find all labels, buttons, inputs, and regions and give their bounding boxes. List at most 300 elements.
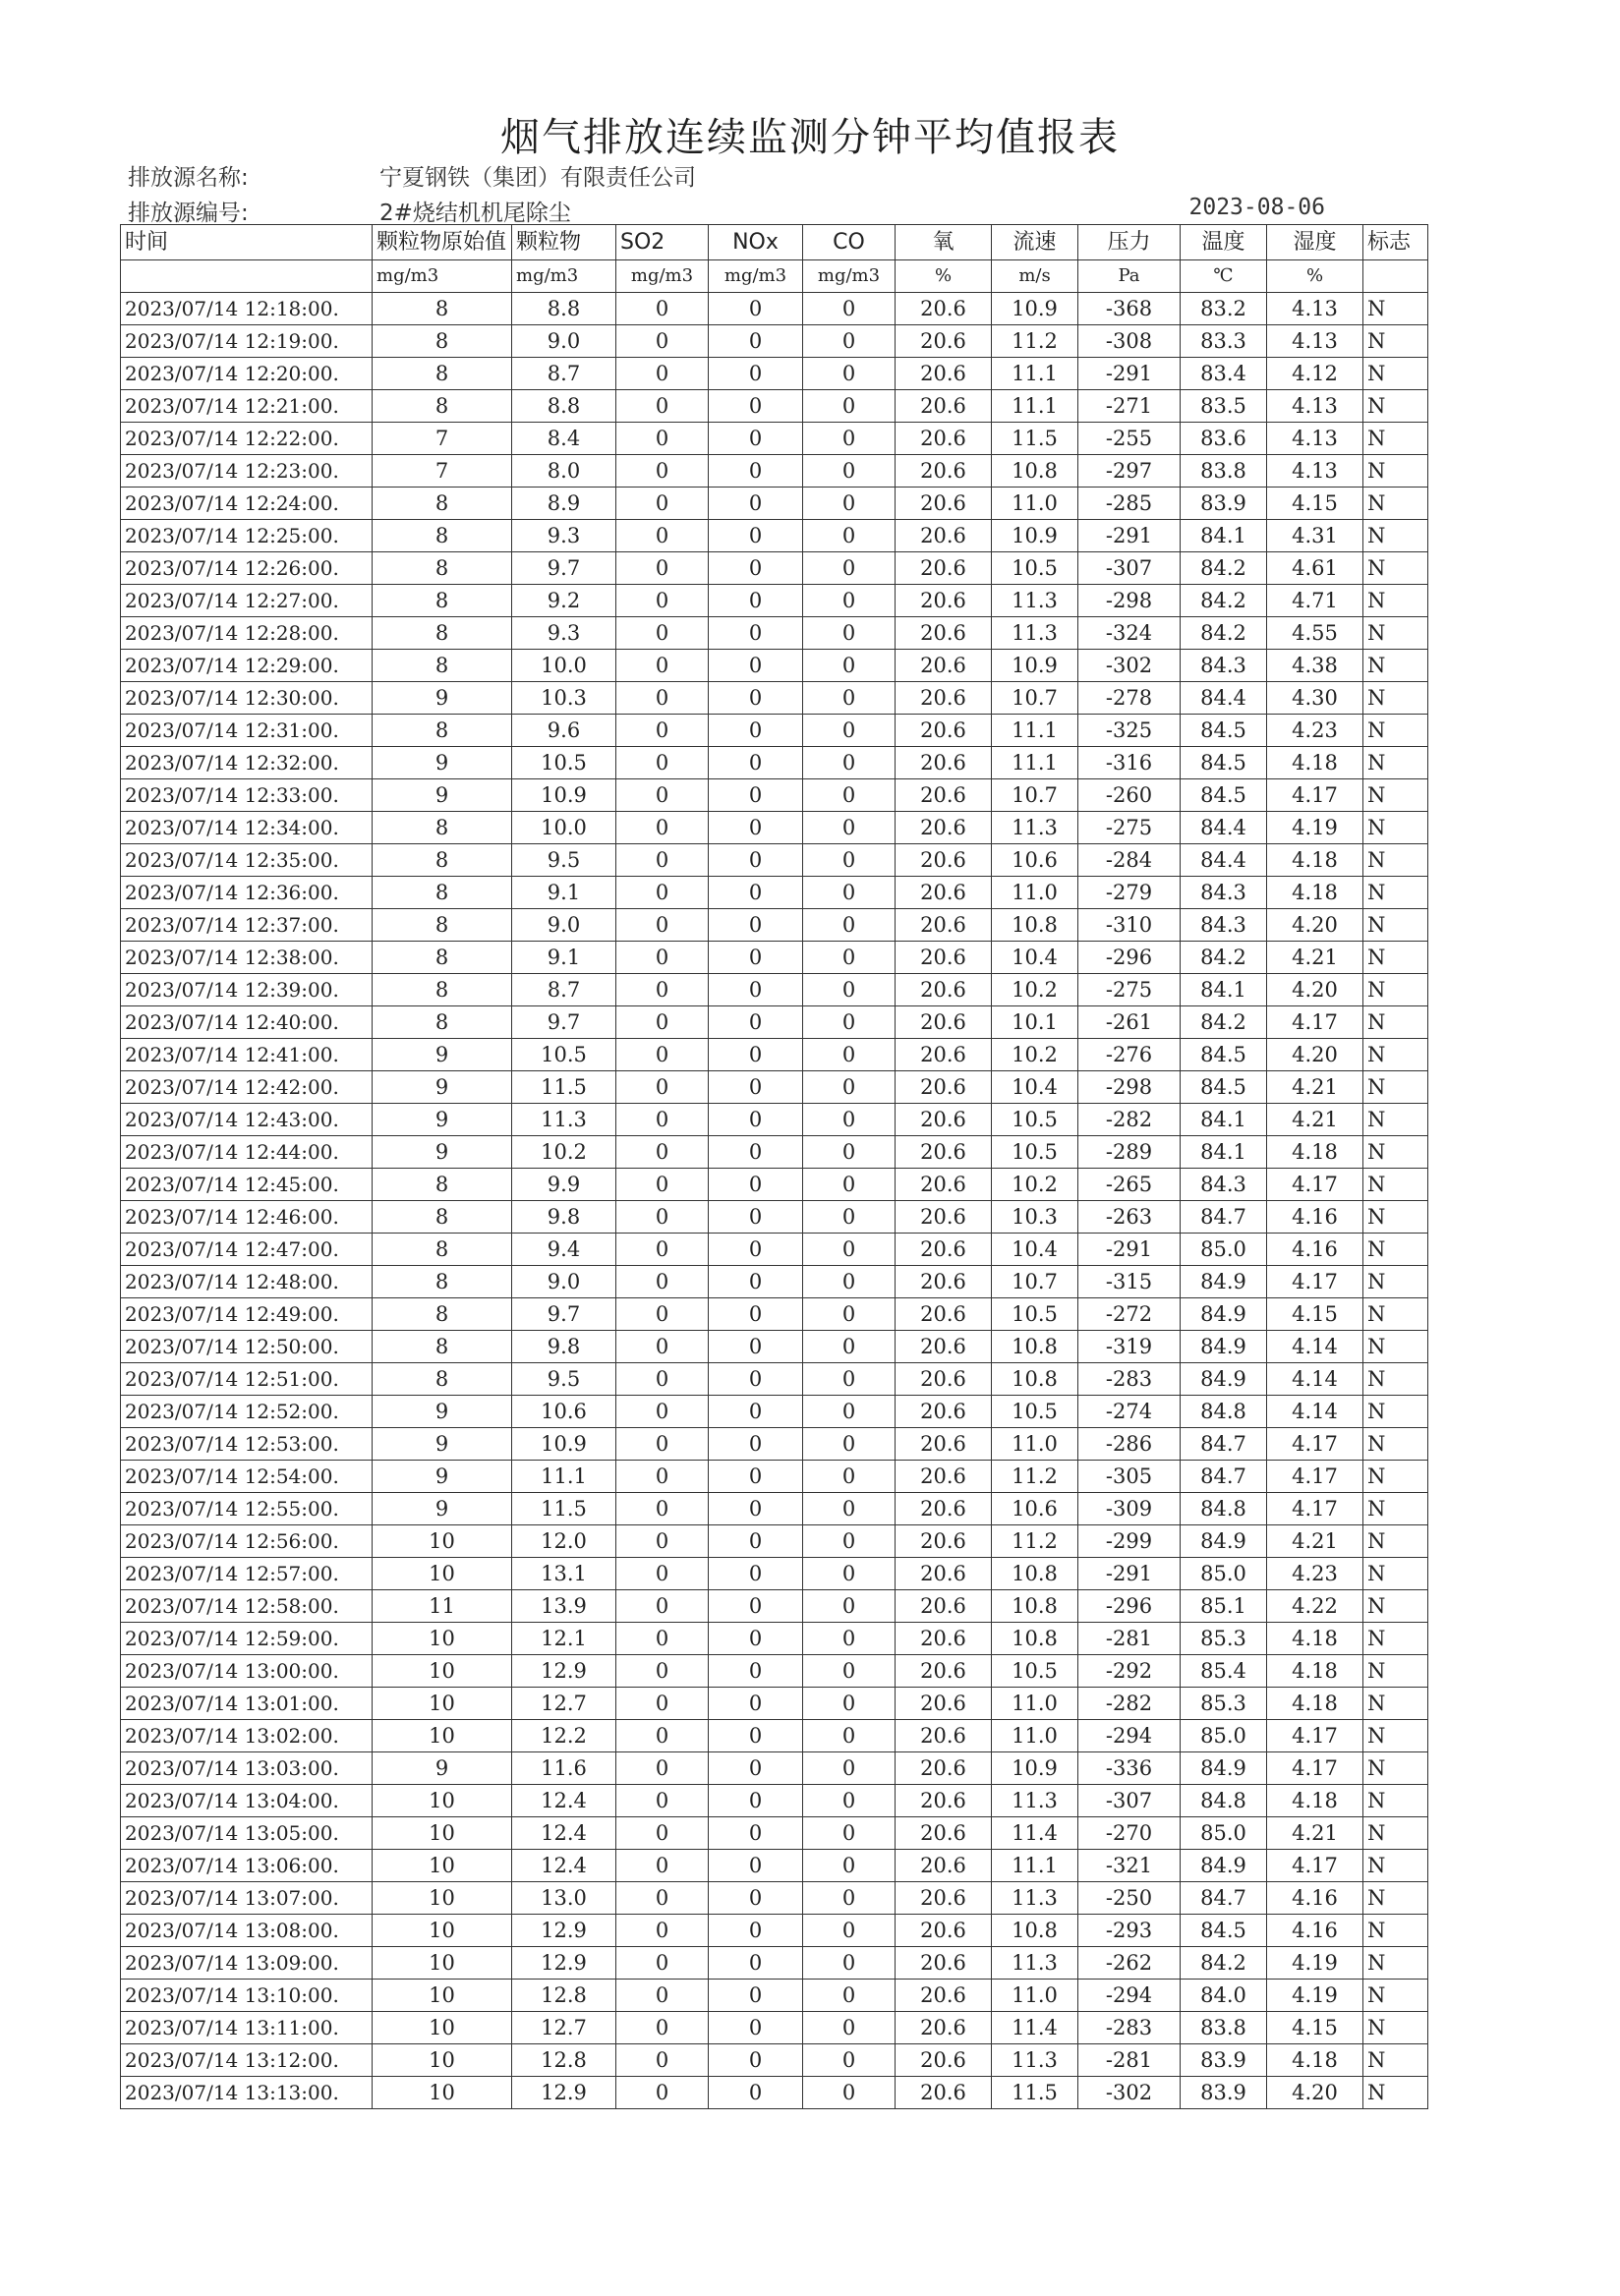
table-cell: 84.2 [1181,552,1267,585]
table-cell: 9.6 [512,715,616,747]
table-cell: 20.6 [896,1071,992,1104]
table-cell: 4.18 [1267,1688,1363,1720]
table-cell: -315 [1078,1266,1181,1298]
table-cell: 2023/07/14 12:40:00. [121,1006,373,1039]
table-cell: 20.6 [896,1850,992,1882]
table-cell: 20.6 [896,1590,992,1623]
table-cell: 0 [709,1947,803,1980]
table-cell: 0 [616,1980,709,2012]
table-cell: 20.6 [896,1169,992,1201]
table-cell: 20.6 [896,1947,992,1980]
column-unit: m/s [992,260,1078,293]
table-cell: 2023/07/14 12:42:00. [121,1071,373,1104]
table-cell: 0 [616,1071,709,1104]
table-cell: 2023/07/14 13:10:00. [121,1980,373,2012]
table-row [121,909,1428,942]
table-cell: 0 [709,2044,803,2077]
table-cell: 0 [709,1720,803,1752]
table-cell: -270 [1078,1817,1181,1850]
table-cell: 4.16 [1267,1915,1363,1947]
table-cell: 10.9 [992,520,1078,552]
table-cell: 84.5 [1181,779,1267,812]
table-cell: 83.9 [1181,2044,1267,2077]
table-cell: 2023/07/14 13:03:00. [121,1752,373,1785]
table-cell: 2023/07/14 13:12:00. [121,2044,373,2077]
table-cell: 2023/07/14 12:45:00. [121,1169,373,1201]
table-cell: 0 [709,1655,803,1688]
table-cell: 10.5 [992,552,1078,585]
table-cell: 10 [373,1980,512,2012]
table-cell: 2023/07/14 12:50:00. [121,1331,373,1363]
table-cell: 2023/07/14 12:36:00. [121,877,373,909]
table-cell: 4.23 [1267,715,1363,747]
table-cell: 0 [709,1850,803,1882]
table-cell: 85.3 [1181,1688,1267,1720]
table-cell: 10 [373,2044,512,2077]
table-cell: 2023/07/14 12:24:00. [121,488,373,520]
table-row [121,1558,1428,1590]
column-unit: Pa [1078,260,1181,293]
table-cell: 12.4 [512,1850,616,1882]
table-cell: 0 [803,942,896,974]
table-cell: 85.0 [1181,1234,1267,1266]
table-row [121,1525,1428,1558]
table-cell: 10 [373,1558,512,1590]
table-cell: 10.8 [992,1590,1078,1623]
table-row [121,325,1428,358]
table-cell: 20.6 [896,293,992,325]
table-cell: 10 [373,2077,512,2109]
table-cell: 9.3 [512,617,616,650]
table-cell: 0 [616,1461,709,1493]
table-cell: 4.17 [1267,1752,1363,1785]
table-cell: 20.6 [896,1039,992,1071]
table-cell: 4.16 [1267,1234,1363,1266]
table-cell: 0 [616,1590,709,1623]
column-header: SO2 [616,225,709,260]
table-cell: 0 [616,2077,709,2109]
table-cell: 7 [373,455,512,488]
table-cell: 4.20 [1267,909,1363,942]
source-id-label: 排放源编号: [128,201,249,226]
table-cell: 2023/07/14 12:41:00. [121,1039,373,1071]
table-cell: 0 [803,1428,896,1461]
table-cell: 10.8 [992,1915,1078,1947]
table-cell: N [1363,844,1428,877]
table-cell: 0 [616,1104,709,1136]
table-row [121,585,1428,617]
table-cell: 0 [803,1136,896,1169]
table-cell: 2023/07/14 13:00:00. [121,1655,373,1688]
table-cell: 4.14 [1267,1331,1363,1363]
column-unit: ℃ [1181,260,1267,293]
table-cell: 0 [803,1817,896,1850]
table-cell: 0 [709,942,803,974]
table-cell: 12.7 [512,1688,616,1720]
table-cell: 0 [803,1525,896,1558]
table-cell: 0 [709,1623,803,1655]
table-cell: -255 [1078,423,1181,455]
table-cell: 2023/07/14 12:33:00. [121,779,373,812]
table-row [121,617,1428,650]
table-cell: 0 [616,1234,709,1266]
table-cell: 4.38 [1267,650,1363,682]
table-cell: 0 [709,1266,803,1298]
table-cell: 0 [616,1817,709,1850]
table-row [121,390,1428,423]
table-cell: 4.18 [1267,1655,1363,1688]
table-cell: 4.12 [1267,358,1363,390]
table-cell: 0 [616,1266,709,1298]
table-cell: 10.9 [992,650,1078,682]
table-cell: 2023/07/14 12:28:00. [121,617,373,650]
table-cell: 0 [616,1785,709,1817]
table-cell: 0 [709,1396,803,1428]
table-cell: 10.4 [992,942,1078,974]
table-cell: 0 [616,1688,709,1720]
table-cell: 0 [803,2012,896,2044]
table-cell: 85.3 [1181,1623,1267,1655]
table-cell: 0 [616,1428,709,1461]
table-cell: 8 [373,1006,512,1039]
table-cell: 8 [373,390,512,423]
table-cell: 9.1 [512,877,616,909]
table-cell: 84.9 [1181,1331,1267,1363]
table-cell: 0 [803,585,896,617]
table-cell: 4.14 [1267,1363,1363,1396]
table-cell: 10.8 [992,1558,1078,1590]
table-cell: 0 [709,1234,803,1266]
table-cell: 0 [616,1882,709,1915]
table-cell: 83.8 [1181,2012,1267,2044]
table-cell: -302 [1078,650,1181,682]
table-cell: 11.1 [992,358,1078,390]
table-cell: 84.7 [1181,1428,1267,1461]
table-cell: 9.8 [512,1201,616,1234]
table-cell: -291 [1078,1558,1181,1590]
table-cell: 0 [803,1104,896,1136]
table-cell: 0 [709,1006,803,1039]
table-cell: 10.0 [512,812,616,844]
table-cell: 0 [803,909,896,942]
table-cell: 4.18 [1267,1136,1363,1169]
table-cell: 84.9 [1181,1266,1267,1298]
table-cell: N [1363,877,1428,909]
table-cell: 4.17 [1267,1169,1363,1201]
table-cell: 8 [373,617,512,650]
table-cell: -271 [1078,390,1181,423]
table-cell: 0 [709,877,803,909]
table-cell: 12.9 [512,1947,616,1980]
table-cell: 8 [373,1234,512,1266]
table-cell: 0 [709,1817,803,1850]
table-cell: 10.7 [992,1266,1078,1298]
table-cell: 84.4 [1181,812,1267,844]
table-cell: -296 [1078,942,1181,974]
table-cell: 2023/07/14 12:39:00. [121,974,373,1006]
table-cell: N [1363,682,1428,715]
table-cell: 84.5 [1181,1071,1267,1104]
table-cell: 9.7 [512,1298,616,1331]
table-cell: 2023/07/14 12:59:00. [121,1623,373,1655]
table-cell: 4.18 [1267,1785,1363,1817]
table-cell: 8.0 [512,455,616,488]
table-cell: 0 [803,1298,896,1331]
table-cell: 0 [709,1752,803,1785]
table-cell: 20.6 [896,1558,992,1590]
table-cell: 8 [373,715,512,747]
table-cell: 20.6 [896,585,992,617]
table-cell: N [1363,1720,1428,1752]
table-cell: 9 [373,682,512,715]
table-cell: 20.6 [896,1201,992,1234]
table-cell: 0 [709,423,803,455]
table-cell: -278 [1078,682,1181,715]
table-cell: N [1363,650,1428,682]
table-cell: 2023/07/14 13:09:00. [121,1947,373,1980]
table-cell: 84.5 [1181,1915,1267,1947]
table-cell: N [1363,974,1428,1006]
table-cell: 11.3 [992,812,1078,844]
table-cell: 8 [373,520,512,552]
table-cell: 8 [373,585,512,617]
table-cell: 0 [709,812,803,844]
table-cell: 2023/07/14 13:08:00. [121,1915,373,1947]
table-cell: 20.6 [896,423,992,455]
table-cell: 0 [709,1461,803,1493]
table-cell: 11.0 [992,1688,1078,1720]
table-row [121,358,1428,390]
table-cell: 83.4 [1181,358,1267,390]
table-cell: 84.9 [1181,1752,1267,1785]
table-cell: -276 [1078,1039,1181,1071]
table-cell: 4.13 [1267,455,1363,488]
table-cell: 20.6 [896,909,992,942]
table-cell: 20.6 [896,682,992,715]
table-cell: 2023/07/14 13:06:00. [121,1850,373,1882]
table-cell: 20.6 [896,520,992,552]
header-row [121,225,1428,260]
table-cell: -325 [1078,715,1181,747]
table-cell: 8 [373,1169,512,1201]
table-cell: 10.9 [512,779,616,812]
table-row [121,779,1428,812]
table-cell: 20.6 [896,1266,992,1298]
table-cell: 20.6 [896,877,992,909]
table-cell: 10.7 [992,779,1078,812]
table-cell: N [1363,552,1428,585]
table-cell: 4.15 [1267,488,1363,520]
table-row [121,1071,1428,1104]
table-cell: N [1363,1688,1428,1720]
table-cell: 0 [616,390,709,423]
table-cell: 85.0 [1181,1817,1267,1850]
table-cell: N [1363,488,1428,520]
table-cell: 0 [803,1915,896,1947]
table-cell: 0 [616,1850,709,1882]
table-cell: 11 [373,1590,512,1623]
table-cell: -305 [1078,1461,1181,1493]
column-unit: mg/m3 [709,260,803,293]
table-cell: -283 [1078,1363,1181,1396]
table-cell: 10.2 [992,1039,1078,1071]
table-cell: 10.8 [992,909,1078,942]
table-cell: -309 [1078,1493,1181,1525]
table-cell: 2023/07/14 12:26:00. [121,552,373,585]
table-cell: 4.18 [1267,844,1363,877]
table-cell: 11.5 [512,1493,616,1525]
table-cell: 0 [709,650,803,682]
table-cell: N [1363,1817,1428,1850]
table-cell: 10 [373,2012,512,2044]
table-cell: 2023/07/14 12:23:00. [121,455,373,488]
table-cell: N [1363,1039,1428,1071]
table-cell: 8 [373,942,512,974]
table-cell: 83.6 [1181,423,1267,455]
table-cell: -308 [1078,325,1181,358]
column-header: 流速 [992,225,1078,260]
table-cell: 0 [616,1136,709,1169]
table-cell: 0 [616,942,709,974]
table-cell: 10.0 [512,650,616,682]
report-title: 烟气排放连续监测分钟平均值报表 [500,115,1120,160]
table-cell: 0 [709,1071,803,1104]
table-cell: 10 [373,1947,512,1980]
table-cell: 0 [803,1234,896,1266]
table-cell: -336 [1078,1752,1181,1785]
table-cell: 11.3 [992,2044,1078,2077]
table-cell: 4.21 [1267,1525,1363,1558]
column-header: 氧 [896,225,992,260]
table-cell: 0 [709,390,803,423]
table-cell: 85.0 [1181,1720,1267,1752]
table-cell: 0 [616,747,709,779]
table-cell: N [1363,2012,1428,2044]
table-cell: 11.5 [512,1071,616,1104]
table-cell: 11.3 [992,585,1078,617]
table-cell: 20.6 [896,617,992,650]
table-cell: 4.18 [1267,2044,1363,2077]
table-cell: 0 [709,1136,803,1169]
column-unit: mg/m3 [512,260,616,293]
table-cell: 84.9 [1181,1525,1267,1558]
table-cell: 4.21 [1267,1104,1363,1136]
table-cell: 0 [709,1915,803,1947]
table-cell: -281 [1078,1623,1181,1655]
table-cell: 0 [709,1039,803,1071]
table-cell: 2023/07/14 13:01:00. [121,1688,373,1720]
table-cell: 84.1 [1181,1104,1267,1136]
table-cell: 20.6 [896,1006,992,1039]
table-row [121,1947,1428,1980]
table-cell: 20.6 [896,325,992,358]
table-cell: 84.2 [1181,617,1267,650]
table-cell: N [1363,390,1428,423]
table-cell: 84.2 [1181,1006,1267,1039]
table-row [121,1655,1428,1688]
table-cell: 10.5 [512,747,616,779]
table-cell: -262 [1078,1947,1181,1980]
column-header: 标志 [1363,225,1428,260]
table-cell: -282 [1078,1688,1181,1720]
table-cell: 12.8 [512,2044,616,2077]
table-cell: 2023/07/14 12:57:00. [121,1558,373,1590]
table-cell: 0 [616,1752,709,1785]
table-cell: 9.1 [512,942,616,974]
table-cell: 10.4 [992,1071,1078,1104]
table-cell: 10.6 [992,1493,1078,1525]
table-cell: 2023/07/14 12:25:00. [121,520,373,552]
table-row [121,1428,1428,1461]
table-cell: 84.8 [1181,1493,1267,1525]
table-cell: N [1363,1396,1428,1428]
table-cell: -316 [1078,747,1181,779]
table-row [121,715,1428,747]
table-cell: 20.6 [896,1428,992,1461]
table-cell: 20.6 [896,1104,992,1136]
table-cell: -319 [1078,1331,1181,1363]
table-row [121,2012,1428,2044]
table-cell: 10.3 [512,682,616,715]
table-cell: 9.8 [512,1331,616,1363]
table-cell: 0 [616,715,709,747]
table-cell: 12.9 [512,1915,616,1947]
table-row [121,1882,1428,1915]
table-cell: 9.0 [512,1266,616,1298]
table-cell: 20.6 [896,1331,992,1363]
table-cell: 4.61 [1267,552,1363,585]
column-unit [1363,260,1428,293]
table-cell: 2023/07/14 12:27:00. [121,585,373,617]
table-cell: 20.6 [896,1363,992,1396]
table-cell: N [1363,520,1428,552]
table-cell: 20.6 [896,1882,992,1915]
table-cell: 0 [803,1266,896,1298]
table-cell: N [1363,585,1428,617]
table-cell: 0 [616,552,709,585]
table-cell: 0 [803,293,896,325]
table-cell: -260 [1078,779,1181,812]
table-cell: 11.2 [992,1461,1078,1493]
table-cell: 0 [803,1980,896,2012]
table-cell: 9.2 [512,585,616,617]
table-cell: 20.6 [896,552,992,585]
table-cell: 10 [373,1915,512,1947]
column-header: 颗粒物 [512,225,616,260]
table-row [121,1234,1428,1266]
table-cell: 84.3 [1181,909,1267,942]
table-cell: 0 [616,1915,709,1947]
table-cell: 4.21 [1267,942,1363,974]
table-cell: -286 [1078,1428,1181,1461]
table-cell: 0 [616,682,709,715]
table-cell: 0 [803,1850,896,1882]
table-cell: 8.9 [512,488,616,520]
table-cell: 20.6 [896,1396,992,1428]
table-cell: 83.8 [1181,455,1267,488]
table-cell: 2023/07/14 12:19:00. [121,325,373,358]
table-cell: 9 [373,1104,512,1136]
table-cell: 10.8 [992,1363,1078,1396]
table-cell: 84.7 [1181,1882,1267,1915]
table-cell: 0 [709,552,803,585]
table-cell: 8 [373,325,512,358]
table-cell: 4.16 [1267,1882,1363,1915]
table-cell: 0 [616,455,709,488]
table-cell: 0 [803,747,896,779]
table-cell: 84.9 [1181,1298,1267,1331]
table-cell: -310 [1078,909,1181,942]
